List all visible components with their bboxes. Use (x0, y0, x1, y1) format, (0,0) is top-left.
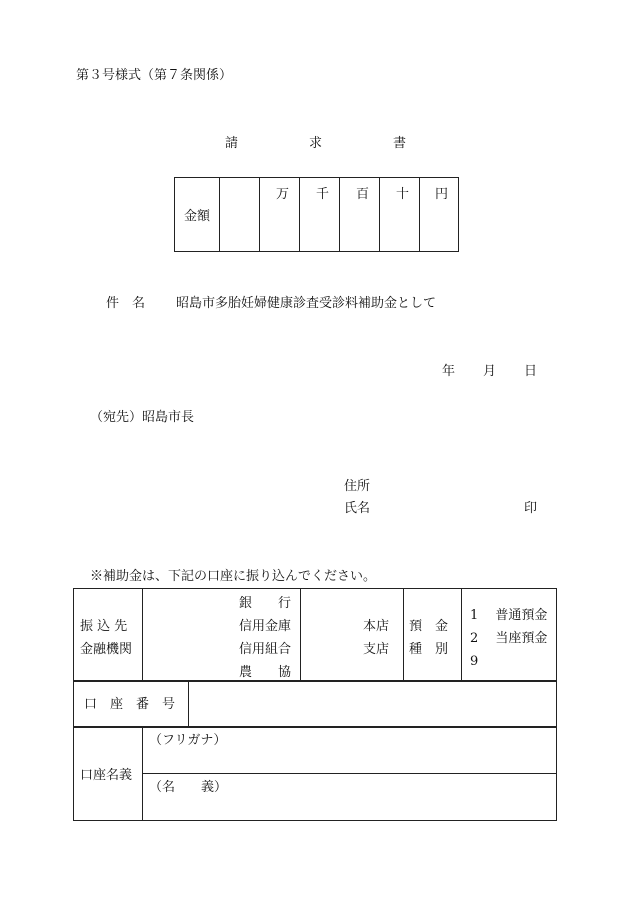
date-month: 月 (483, 364, 497, 379)
institution-label-line2: 金融機関 (80, 642, 133, 657)
deposit-type-label-line2: 種 別 (409, 642, 449, 657)
branch-type-main: 本店 (363, 619, 390, 634)
document-title (0, 137, 630, 153)
subject-label: 件 名 (106, 296, 146, 311)
account-number-table (73, 680, 557, 728)
amount-label: 金額 (175, 178, 220, 252)
subject-value: 昭島市多胎妊婦健康診査受診料補助金として (176, 296, 437, 311)
institution-type-kumiai: 信用組合 (239, 642, 292, 657)
deposit-option-ordinary: 1 普通預金 (470, 608, 548, 623)
furigana-label: （フリガナ） (149, 733, 227, 748)
amount-digit-man[interactable]: 万 (260, 178, 300, 252)
amount-digit-hyaku[interactable]: 百 (340, 178, 380, 252)
date-day: 日 (524, 364, 538, 379)
account-name-label-cell (74, 727, 143, 821)
deposit-type-label-cell (404, 589, 462, 682)
account-number-label-cell (74, 681, 189, 728)
institution-name-cell[interactable] (143, 589, 301, 682)
amount-table (174, 177, 459, 252)
form-number: 第３号様式（第７条関係） (76, 68, 233, 83)
address-label: 住所 (344, 479, 371, 494)
branch-type-sub: 支店 (363, 642, 390, 657)
amount-digit-sen[interactable]: 千 (300, 178, 340, 252)
title-char-2: 求 (309, 136, 323, 151)
amount-digit-cell[interactable] (220, 178, 260, 252)
title-char-1: 請 (225, 136, 239, 151)
title-char-3: 書 (393, 136, 407, 151)
amount-digit-juu[interactable]: 十 (380, 178, 420, 252)
account-number-field[interactable] (189, 681, 557, 728)
account-holder-table (73, 726, 557, 821)
deposit-option-other: 9 (470, 654, 479, 669)
name-label: 氏名 (344, 501, 371, 516)
addressee: （宛先）昭島市長 (90, 410, 195, 425)
institution-type-shinkin: 信用金庫 (239, 619, 292, 634)
bank-account-table (73, 588, 557, 682)
institution-label-cell (74, 589, 143, 682)
institution-type-nokyo: 農 協 (239, 665, 292, 680)
account-number-label: 口 座 番 号 (84, 697, 176, 712)
holder-name-label: （名 義） (149, 780, 228, 795)
deposit-type-options-cell[interactable] (462, 589, 557, 682)
deposit-option-current: 2 当座預金 (470, 631, 548, 646)
furigana-field[interactable] (143, 727, 557, 774)
institution-type-bank: 銀 行 (239, 596, 292, 611)
account-name-label: 口座名義 (80, 767, 133, 783)
seal-mark: 印 (524, 501, 538, 516)
deposit-type-label-line1: 預 金 (409, 619, 449, 634)
amount-digit-en[interactable]: 円 (420, 178, 459, 252)
branch-cell[interactable] (301, 589, 404, 682)
date-year: 年 (442, 364, 456, 379)
institution-label-line1: 振 込 先 (80, 619, 128, 634)
transfer-note: ※補助金は、下記の口座に振り込んでください。 (90, 569, 377, 584)
holder-name-field[interactable] (143, 774, 557, 821)
